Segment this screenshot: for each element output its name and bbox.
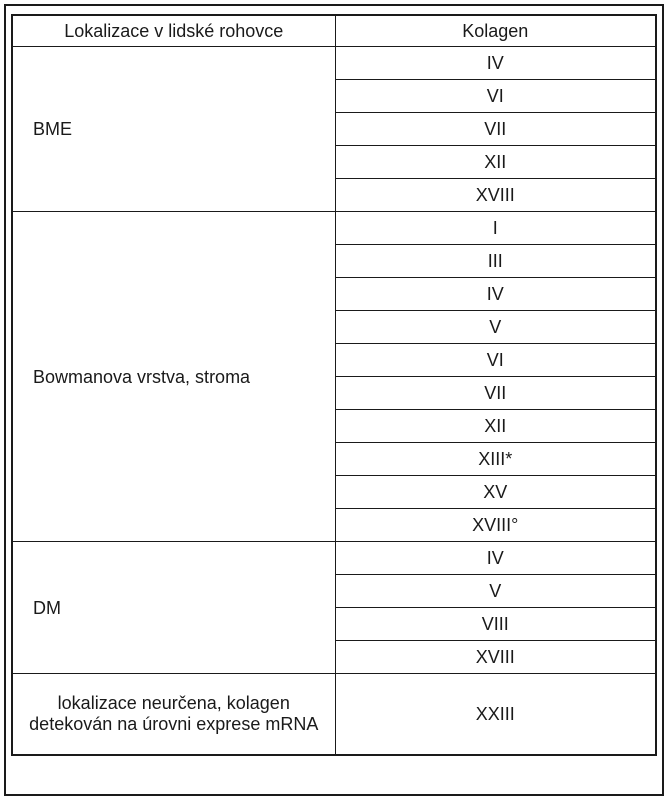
header-collagen: Kolagen: [335, 15, 656, 47]
table-row: [12, 674, 656, 756]
collagen-cell: VI: [335, 80, 656, 113]
collagen-cell: I: [335, 212, 656, 245]
collagen-cell: IV: [335, 278, 656, 311]
collagen-localization-table: [11, 14, 657, 756]
collagen-cell: XIII*: [335, 443, 656, 476]
location-cell: Bowmanova vrstva, stroma: [12, 212, 335, 542]
collagen-cell: VI: [335, 344, 656, 377]
collagen-cell: XVIII: [335, 641, 656, 674]
collagen-cell: VII: [335, 377, 656, 410]
collagen-cell: XVIII°: [335, 509, 656, 542]
collagen-cell: XXIII: [335, 674, 656, 756]
collagen-cell: XVIII: [335, 179, 656, 212]
collagen-cell: XV: [335, 476, 656, 509]
collagen-cell: V: [335, 575, 656, 608]
table-row: [12, 212, 656, 245]
collagen-cell: IV: [335, 542, 656, 575]
collagen-cell: XII: [335, 146, 656, 179]
collagen-cell: V: [335, 311, 656, 344]
header-row: [12, 15, 656, 47]
collagen-cell: III: [335, 245, 656, 278]
header-localization: Lokalizace v lidské rohovce: [12, 15, 335, 47]
location-cell: lokalizace neurčena, kolagen detekován na úrovni exprese mRNA: [12, 674, 335, 756]
location-cell: BME: [12, 47, 335, 212]
collagen-cell: IV: [335, 47, 656, 80]
table-row: [12, 542, 656, 575]
collagen-cell: XII: [335, 410, 656, 443]
location-cell: DM: [12, 542, 335, 674]
table-row: [12, 47, 656, 80]
collagen-cell: VIII: [335, 608, 656, 641]
collagen-cell: VII: [335, 113, 656, 146]
